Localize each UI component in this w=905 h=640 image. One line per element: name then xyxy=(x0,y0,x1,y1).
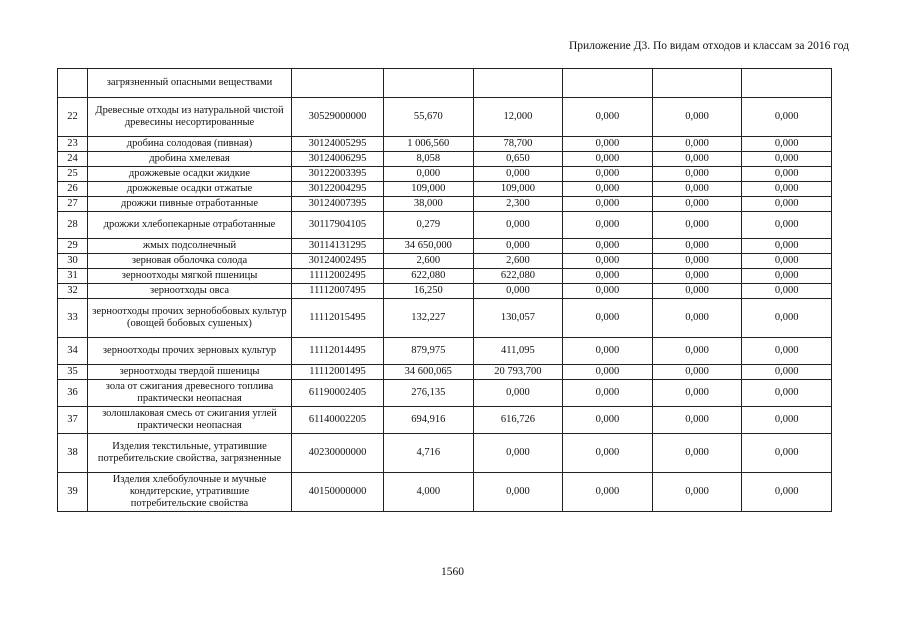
value-5: 0,000 xyxy=(742,167,832,182)
row-number: 34 xyxy=(58,338,88,365)
value-3: 0,000 xyxy=(563,98,653,137)
value-2: 0,000 xyxy=(473,284,563,299)
value-4: 0,000 xyxy=(652,197,742,212)
value-2: 0,000 xyxy=(473,380,563,407)
value-3: 0,000 xyxy=(563,269,653,284)
row-number: 22 xyxy=(58,98,88,137)
value-5: 0,000 xyxy=(742,197,832,212)
waste-name: жмых подсолнечный xyxy=(88,239,292,254)
value-2 xyxy=(473,69,563,98)
value-4: 0,000 xyxy=(652,137,742,152)
value-4: 0,000 xyxy=(652,407,742,434)
value-1: 1 006,560 xyxy=(384,137,474,152)
waste-name: Древесные отходы из натуральной чистой древесины несортированные xyxy=(88,98,292,137)
value-3: 0,000 xyxy=(563,299,653,338)
row-number: 29 xyxy=(58,239,88,254)
waste-code: 30122003395 xyxy=(292,167,384,182)
table-row xyxy=(58,212,832,239)
table-row xyxy=(58,338,832,365)
value-4: 0,000 xyxy=(652,284,742,299)
value-2: 616,726 xyxy=(473,407,563,434)
value-2: 78,700 xyxy=(473,137,563,152)
value-5: 0,000 xyxy=(742,407,832,434)
value-3 xyxy=(563,69,653,98)
value-3: 0,000 xyxy=(563,365,653,380)
value-2: 622,080 xyxy=(473,269,563,284)
value-4: 0,000 xyxy=(652,338,742,365)
waste-name: дробина хмелевая xyxy=(88,152,292,167)
row-number xyxy=(58,69,88,98)
waste-name: зола от сжигания древесного топлива практически неопасная xyxy=(88,380,292,407)
table-row xyxy=(58,239,832,254)
value-2: 2,600 xyxy=(473,254,563,269)
value-5: 0,000 xyxy=(742,98,832,137)
value-1: 694,916 xyxy=(384,407,474,434)
value-5: 0,000 xyxy=(742,269,832,284)
value-4: 0,000 xyxy=(652,182,742,197)
table-row xyxy=(58,299,832,338)
value-2: 411,095 xyxy=(473,338,563,365)
table-row xyxy=(58,182,832,197)
row-number: 33 xyxy=(58,299,88,338)
row-number: 31 xyxy=(58,269,88,284)
value-3: 0,000 xyxy=(563,152,653,167)
table-row xyxy=(58,254,832,269)
row-number: 39 xyxy=(58,473,88,512)
table-row xyxy=(58,98,832,137)
value-2: 109,000 xyxy=(473,182,563,197)
waste-name: дрожжевые осадки жидкие xyxy=(88,167,292,182)
waste-name: зерноотходы прочих зерновых культур xyxy=(88,338,292,365)
row-number: 25 xyxy=(58,167,88,182)
waste-code: 30124002495 xyxy=(292,254,384,269)
table-row xyxy=(58,284,832,299)
value-5: 0,000 xyxy=(742,380,832,407)
table-row xyxy=(58,407,832,434)
table-row xyxy=(58,137,832,152)
value-3: 0,000 xyxy=(563,407,653,434)
waste-code: 11112015495 xyxy=(292,299,384,338)
waste-code xyxy=(292,69,384,98)
waste-name: дрожжи пивные отработанные xyxy=(88,197,292,212)
value-2: 130,057 xyxy=(473,299,563,338)
waste-name: Изделия текстильные, утратившие потребительские свойства, загрязненные xyxy=(88,434,292,473)
value-1: 34 600,065 xyxy=(384,365,474,380)
value-1: 0,279 xyxy=(384,212,474,239)
waste-name: зерноотходы овса xyxy=(88,284,292,299)
value-4: 0,000 xyxy=(652,365,742,380)
table-row xyxy=(58,167,832,182)
value-1: 38,000 xyxy=(384,197,474,212)
value-5 xyxy=(742,69,832,98)
waste-name: зерноотходы твердой пшеницы xyxy=(88,365,292,380)
value-5: 0,000 xyxy=(742,182,832,197)
value-5: 0,000 xyxy=(742,137,832,152)
value-3: 0,000 xyxy=(563,338,653,365)
value-3: 0,000 xyxy=(563,473,653,512)
value-4 xyxy=(652,69,742,98)
row-number: 38 xyxy=(58,434,88,473)
row-number: 26 xyxy=(58,182,88,197)
waste-name: зерноотходы прочих зернобобовых культур (овощей бобовых сушеных) xyxy=(88,299,292,338)
waste-code: 11112014495 xyxy=(292,338,384,365)
value-4: 0,000 xyxy=(652,380,742,407)
value-5: 0,000 xyxy=(742,254,832,269)
value-2: 12,000 xyxy=(473,98,563,137)
value-2: 0,650 xyxy=(473,152,563,167)
value-5: 0,000 xyxy=(742,299,832,338)
waste-name: загрязненный опасными веществами xyxy=(88,69,292,98)
value-2: 0,000 xyxy=(473,239,563,254)
waste-code: 40150000000 xyxy=(292,473,384,512)
row-number: 24 xyxy=(58,152,88,167)
value-3: 0,000 xyxy=(563,212,653,239)
value-4: 0,000 xyxy=(652,239,742,254)
value-1: 8,058 xyxy=(384,152,474,167)
waste-code: 30122004295 xyxy=(292,182,384,197)
value-1: 879,975 xyxy=(384,338,474,365)
value-4: 0,000 xyxy=(652,152,742,167)
value-5: 0,000 xyxy=(742,473,832,512)
value-1 xyxy=(384,69,474,98)
waste-name: дробина солодовая (пивная) xyxy=(88,137,292,152)
value-1: 55,670 xyxy=(384,98,474,137)
value-3: 0,000 xyxy=(563,197,653,212)
waste-code: 30529000000 xyxy=(292,98,384,137)
page-number: 1560 xyxy=(441,566,464,578)
waste-code: 30124007395 xyxy=(292,197,384,212)
table-row xyxy=(58,365,832,380)
waste-code: 30124006295 xyxy=(292,152,384,167)
waste-code: 11112001495 xyxy=(292,365,384,380)
row-number: 32 xyxy=(58,284,88,299)
waste-name: зерноотходы мягкой пшеницы xyxy=(88,269,292,284)
table-row xyxy=(58,434,832,473)
waste-code: 30114131295 xyxy=(292,239,384,254)
waste-name: зерновая оболочка солода xyxy=(88,254,292,269)
page-header-title: Приложение Д3. По видам отходов и классам за 2016 год xyxy=(569,40,849,52)
row-number: 37 xyxy=(58,407,88,434)
waste-code: 61140002205 xyxy=(292,407,384,434)
row-number: 28 xyxy=(58,212,88,239)
row-number: 23 xyxy=(58,137,88,152)
value-1: 0,000 xyxy=(384,167,474,182)
value-2: 0,000 xyxy=(473,434,563,473)
value-3: 0,000 xyxy=(563,284,653,299)
value-2: 0,000 xyxy=(473,167,563,182)
row-number: 30 xyxy=(58,254,88,269)
value-3: 0,000 xyxy=(563,182,653,197)
value-4: 0,000 xyxy=(652,299,742,338)
value-5: 0,000 xyxy=(742,338,832,365)
value-1: 2,600 xyxy=(384,254,474,269)
waste-code: 61190002405 xyxy=(292,380,384,407)
value-4: 0,000 xyxy=(652,167,742,182)
table-row xyxy=(58,152,832,167)
waste-code: 30124005295 xyxy=(292,137,384,152)
waste-name: дрожжевые осадки отжатые xyxy=(88,182,292,197)
value-1: 34 650,000 xyxy=(384,239,474,254)
value-5: 0,000 xyxy=(742,284,832,299)
value-1: 109,000 xyxy=(384,182,474,197)
value-1: 4,000 xyxy=(384,473,474,512)
value-2: 2,300 xyxy=(473,197,563,212)
value-4: 0,000 xyxy=(652,98,742,137)
table-row xyxy=(58,197,832,212)
value-2: 20 793,700 xyxy=(473,365,563,380)
table-row xyxy=(58,69,832,98)
row-number: 27 xyxy=(58,197,88,212)
waste-name: дрожжи хлебопекарные отработанные xyxy=(88,212,292,239)
waste-name: золошлаковая смесь от сжигания углей практически неопасная xyxy=(88,407,292,434)
value-4: 0,000 xyxy=(652,212,742,239)
waste-code: 11112002495 xyxy=(292,269,384,284)
waste-code: 11112007495 xyxy=(292,284,384,299)
value-5: 0,000 xyxy=(742,365,832,380)
value-5: 0,000 xyxy=(742,212,832,239)
row-number: 36 xyxy=(58,380,88,407)
row-number: 35 xyxy=(58,365,88,380)
value-5: 0,000 xyxy=(742,152,832,167)
value-1: 622,080 xyxy=(384,269,474,284)
value-2: 0,000 xyxy=(473,473,563,512)
value-3: 0,000 xyxy=(563,254,653,269)
table-row xyxy=(58,269,832,284)
value-3: 0,000 xyxy=(563,434,653,473)
value-4: 0,000 xyxy=(652,473,742,512)
value-4: 0,000 xyxy=(652,269,742,284)
table-row xyxy=(58,473,832,512)
waste-code: 30117904105 xyxy=(292,212,384,239)
value-3: 0,000 xyxy=(563,137,653,152)
table-row xyxy=(58,380,832,407)
value-3: 0,000 xyxy=(563,239,653,254)
value-1: 4,716 xyxy=(384,434,474,473)
value-1: 276,135 xyxy=(384,380,474,407)
value-5: 0,000 xyxy=(742,239,832,254)
waste-table xyxy=(57,68,832,512)
waste-name: Изделия хлебобулочные и мучные кондитерские, утратившие потребительские свойства xyxy=(88,473,292,512)
value-1: 16,250 xyxy=(384,284,474,299)
waste-code: 40230000000 xyxy=(292,434,384,473)
value-4: 0,000 xyxy=(652,434,742,473)
value-1: 132,227 xyxy=(384,299,474,338)
value-3: 0,000 xyxy=(563,380,653,407)
value-2: 0,000 xyxy=(473,212,563,239)
value-5: 0,000 xyxy=(742,434,832,473)
value-3: 0,000 xyxy=(563,167,653,182)
value-4: 0,000 xyxy=(652,254,742,269)
